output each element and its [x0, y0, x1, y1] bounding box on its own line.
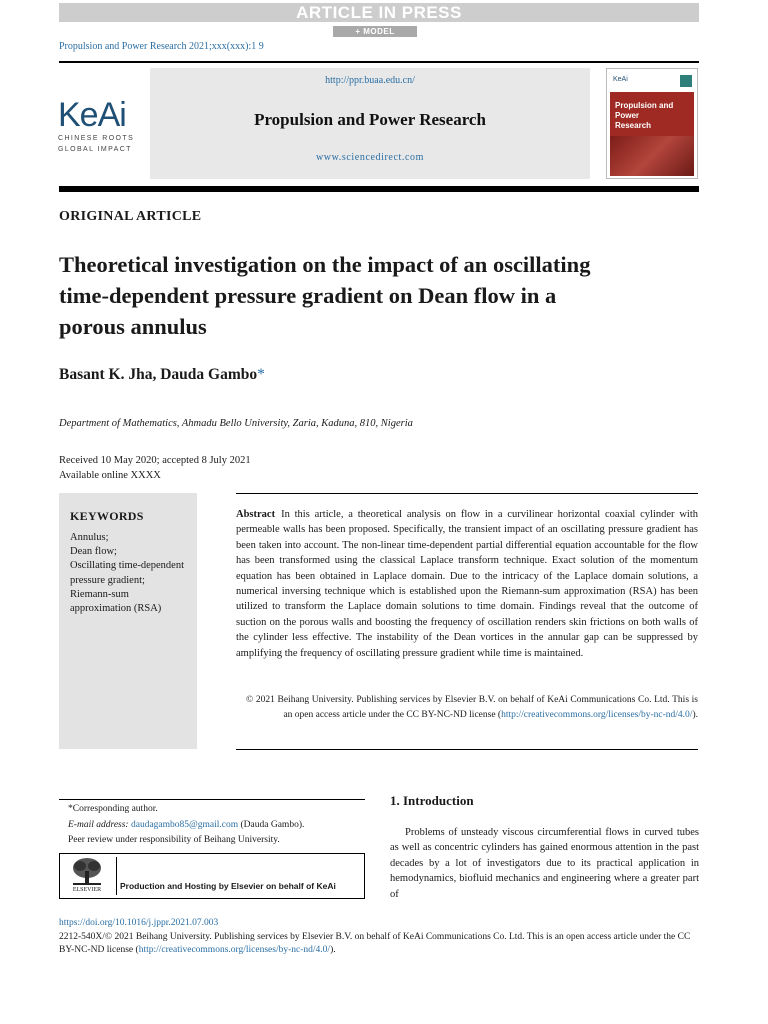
email-link[interactable]: daudagambo85@gmail.com: [130, 819, 239, 830]
keai-logo[interactable]: [58, 98, 134, 154]
masthead-rule: [59, 186, 699, 192]
elsevier-divider: [116, 857, 117, 895]
keywords-list: [70, 531, 190, 616]
footer-license-close: ).: [330, 945, 336, 955]
abstract-bottom-rule: [236, 749, 698, 750]
keywords-box: [59, 493, 197, 749]
keai-logo-tagline-1: CHINESE ROOTS: [58, 135, 135, 142]
journal-title: Propulsion and Power Research: [254, 110, 486, 129]
copyright-close: ).: [692, 710, 698, 721]
author-list: [59, 366, 265, 384]
doi-link[interactable]: https://doi.org/10.1016/j.jppr.2021.07.003: [59, 918, 219, 928]
author-names: Basant K. Jha, Dauda Gambo: [59, 366, 258, 383]
corresponding-author-marker[interactable]: *: [257, 366, 265, 383]
article-dates: [59, 454, 251, 483]
header-rule: [59, 61, 699, 63]
model-tag: + MODEL: [333, 26, 417, 37]
footer-license-text: 2212-540X/© 2021 Beihang University. Publishing services by Elsevier B.V. on behalf of KeAi Communications Co. Ltd. This is an open access article under the CC BY-NC-ND license (: [59, 932, 691, 955]
abstract-top-rule: [236, 493, 698, 494]
footer-license: [59, 931, 699, 957]
footer-license-link[interactable]: http://creativecommons.org/licenses/by-nc-nd/4.0/: [138, 945, 331, 955]
article-title: Theoretical investigation on the impact of an oscillating time-dependent pressure gradient on Dean flow in a porous annulus: [59, 252, 591, 339]
keywords-heading: KEYWORDS: [70, 509, 144, 523]
keyword-item: Riemann-sum approximation (RSA): [70, 588, 162, 615]
article-in-press-banner: ARTICLE IN PRESS: [59, 3, 699, 22]
received-accepted-date: Received 10 May 2020; accepted 8 July 2021: [59, 455, 251, 466]
elsevier-hosting-text: Production and Hosting by Elsevier on behalf of KeAi: [120, 881, 336, 891]
available-online-date: Available online XXXX: [59, 469, 161, 481]
introduction-paragraph: Problems of unsteady viscous circumferential flows in curved tubes as well as concentric cylinders has gained enormous attention in the past decades by a lot of investigators due to its practical application in hemodynamics, biofluid mechanics and engineering where a greater part of: [390, 827, 699, 900]
sciencedirect-link[interactable]: www.sciencedirect.com: [315, 152, 425, 163]
keyword-item: Annulus;: [70, 532, 109, 543]
affiliation: Department of Mathematics, Ahmadu Bello University, Zaria, Kaduna, 810, Nigeria: [59, 418, 413, 429]
journal-citation[interactable]: Propulsion and Power Research 2021;xxx(xxx):1 9: [59, 41, 264, 52]
cover-emblem-icon: [680, 75, 692, 87]
cover-publisher: KeAi: [613, 76, 628, 83]
keyword-item: Dean flow;: [70, 546, 117, 558]
cover-panel: [610, 92, 694, 176]
elsevier-name: ELSEVIER: [72, 887, 102, 893]
journal-url-link[interactable]: http://ppr.buaa.edu.cn/: [325, 75, 415, 86]
abstract-text: In this article, a theoretical analysis on flow in a curvilinear horizontal coaxial cylinder with permeable walls has been proposed. Specifically, the transient impact of an oscillating pressure gradient has been taken into account. The non-linear time-dependent partial differential equation accountable for the flow has been transformed using the classical Laplace transform technique. Exact solution of the momentum equation has been obtained in Laplace domain. Due to the intricacy of the Laplace domain solutions, a numerical inversing technique which is established upon the Riemann-sum approximation (RSA) has been utilized to transform the Laplace domain solutions to time domain. Findings reveal that the outcome of suction on the porous walls and boosting the frequency of oscillation renders skin frictions on both walls of the cylinder less effective. The instability of the Dean vortices in the annular gap can be suppressed by amplifying the frequency of oscillating pressure gradient while time is maintained.: [236, 509, 698, 659]
journal-masthead: [150, 68, 590, 179]
email-owner: (Dauda Gambo).: [240, 819, 305, 830]
email-label: E-mail address:: [68, 819, 129, 830]
cover-header: [610, 72, 694, 90]
keyword-item: Oscillating time-dependent pressure gradient;: [70, 560, 185, 586]
corresponding-author-note: *Corresponding author.: [68, 804, 158, 814]
elsevier-hosting-box[interactable]: [59, 853, 365, 899]
email-note: [68, 818, 368, 834]
keai-logo-tagline-2: GLOBAL IMPACT: [58, 146, 132, 153]
abstract: [236, 507, 698, 661]
footnotes: [68, 802, 368, 849]
peer-review-note: Peer review under responsibility of Beihang University.: [68, 835, 280, 845]
copyright-text: © 2021 Beihang University. Publishing services by Elsevier B.V. on behalf of KeAi Communications Co. Ltd. This is an open access article under the CC BY-NC-ND license (: [246, 695, 698, 721]
keai-logo-wordmark: KeAi: [58, 96, 126, 134]
cover-title: Propulsion and Power Research: [615, 101, 674, 130]
introduction-heading: 1. Introduction: [390, 793, 474, 808]
cover-artwork: [610, 136, 694, 176]
abstract-label: Abstract: [236, 509, 276, 520]
article-type: ORIGINAL ARTICLE: [59, 209, 202, 224]
license-link[interactable]: http://creativecommons.org/licenses/by-nc-nd/4.0/: [501, 710, 693, 721]
journal-cover-image[interactable]: [606, 68, 698, 179]
abstract-copyright: [246, 693, 698, 723]
footnote-rule: [59, 799, 365, 800]
